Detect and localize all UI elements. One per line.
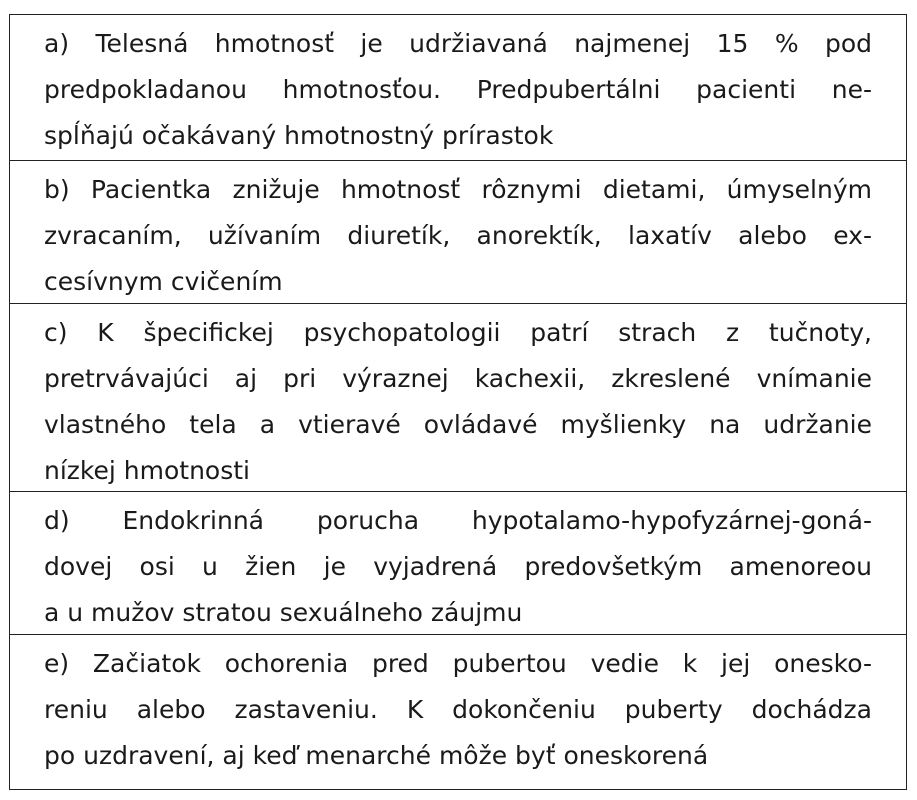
criterion-a-line-3: spĺňajú očakávaný hmotnostný prírastok (44, 121, 554, 150)
criterion-a-line-2: predpokladanou hmotnosťou. Predpubertálni pacienti ne- (44, 75, 872, 104)
criterion-b (10, 160, 906, 303)
criterion-d (10, 491, 906, 634)
criterion-c-line-4: nízkej hmotnosti (44, 456, 250, 485)
criterion-a (10, 15, 906, 160)
criterion-e-line-2: reniu alebo zastaveniu. K dokončeniu puberty dochádza (44, 695, 872, 724)
criterion-e (10, 634, 906, 789)
criterion-b-line-2: zvracaním, užívaním diuretík, anorektík, laxatív alebo ex- (44, 221, 872, 250)
criterion-c-line-1: c) K špecifickej psychopatologii patrí strach z tučnoty, (44, 318, 872, 347)
criterion-e-line-1: e) Začiatok ochorenia pred pubertou vedie k jej onesko- (44, 649, 872, 678)
criterion-d-line-3: a u mužov stratou sexuálneho záujmu (44, 598, 523, 627)
criterion-c-line-3: vlastného tela a vtieravé ovládavé myšlienky na udržanie (44, 410, 872, 439)
criterion-e-line-3: po uzdravení, aj keď menarché môže byť oneskorená (44, 741, 709, 770)
criterion-b-line-1: b) Pacientka znižuje hmotnosť rôznymi dietami, úmyselným (44, 175, 872, 204)
criterion-c-line-2: pretrvávajúci aj pri výraznej kachexii, zkreslené vnímanie (44, 364, 872, 393)
criterion-d-line-1: d) Endokrinná porucha hypotalamo-hypofyzárnej-goná- (44, 506, 872, 535)
criterion-d-line-2: dovej osi u žien je vyjadrená predovšetkým amenoreou (44, 552, 872, 581)
criteria-table (9, 14, 907, 790)
criterion-a-line-1: a) Telesná hmotnosť je udržiavaná najmenej 15 % pod (44, 29, 872, 58)
criterion-c (10, 303, 906, 491)
criterion-b-line-3: cesívnym cvičením (44, 267, 283, 296)
